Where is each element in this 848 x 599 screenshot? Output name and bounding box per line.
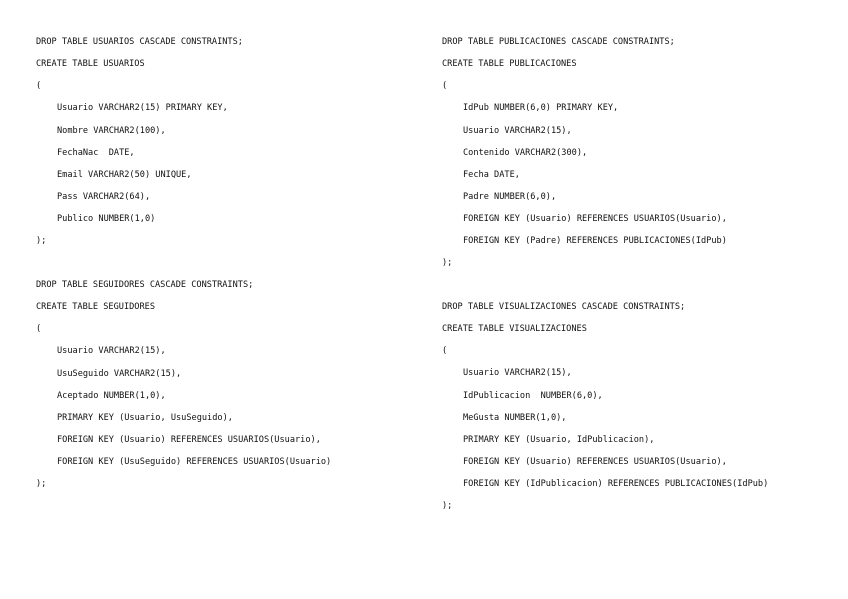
usuarios-table-block bbox=[36, 31, 436, 252]
open-paren: ( bbox=[36, 324, 42, 335]
field-line: FOREIGN KEY (UsuSeguido) REFERENCES USUARIOS(Usuario) bbox=[57, 457, 332, 468]
create-statement: CREATE TABLE PUBLICACIONES bbox=[442, 59, 577, 70]
field-line: Usuario VARCHAR2(15), bbox=[463, 125, 572, 136]
field-line: Aceptado NUMBER(1,0), bbox=[57, 390, 166, 401]
field-line: Pass VARCHAR2(64), bbox=[57, 191, 151, 202]
field-line: Padre NUMBER(6,0), bbox=[463, 191, 557, 202]
create-statement: CREATE TABLE VISUALIZACIONES bbox=[442, 324, 587, 335]
field-line: Usuario VARCHAR2(15) PRIMARY KEY, bbox=[57, 103, 228, 114]
drop-statement: DROP TABLE VISUALIZACIONES CASCADE CONSTRAINTS; bbox=[442, 302, 686, 312]
field-line: FOREIGN KEY (Usuario) REFERENCES USUARIOS(Usuario), bbox=[463, 456, 727, 467]
open-paren: ( bbox=[442, 346, 448, 357]
open-paren: ( bbox=[442, 81, 448, 92]
close-paren: ); bbox=[442, 258, 453, 269]
close-paren: ); bbox=[442, 501, 453, 512]
field-line: FechaNac DATE, bbox=[57, 147, 135, 158]
field-line: Nombre VARCHAR2(100), bbox=[57, 125, 166, 136]
close-paren: ); bbox=[36, 236, 47, 247]
field-line: PRIMARY KEY (Usuario, IdPublicacion), bbox=[463, 434, 655, 445]
field-line: PRIMARY KEY (Usuario, UsuSeguido), bbox=[57, 412, 233, 423]
field-line: UsuSeguido VARCHAR2(15), bbox=[57, 368, 182, 379]
create-statement: CREATE TABLE SEGUIDORES bbox=[36, 302, 155, 313]
field-line: Publico NUMBER(1,0) bbox=[57, 214, 156, 225]
drop-statement: DROP TABLE PUBLICACIONES CASCADE CONSTRAINTS; bbox=[442, 37, 675, 47]
field-line: FOREIGN KEY (Usuario) REFERENCES USUARIOS(Usuario), bbox=[57, 434, 321, 445]
publicaciones-table-block bbox=[442, 31, 842, 275]
seguidores-table-block bbox=[36, 274, 436, 495]
visualizaciones-table-block bbox=[442, 296, 842, 517]
field-line: IdPublicacion NUMBER(6,0), bbox=[463, 390, 603, 401]
close-paren: ); bbox=[36, 479, 47, 490]
field-line: FOREIGN KEY (IdPublicacion) REFERENCES PUBLICACIONES(IdPub) bbox=[463, 479, 769, 490]
field-line: FOREIGN KEY (Padre) REFERENCES PUBLICACIONES(IdPub) bbox=[463, 236, 727, 247]
open-paren: ( bbox=[36, 81, 42, 92]
field-line: Contenido VARCHAR2(300), bbox=[463, 147, 588, 158]
drop-statement: DROP TABLE USUARIOS CASCADE CONSTRAINTS; bbox=[36, 37, 243, 47]
field-line: Email VARCHAR2(50) UNIQUE, bbox=[57, 169, 192, 180]
field-line: FOREIGN KEY (Usuario) REFERENCES USUARIOS(Usuario), bbox=[463, 214, 727, 225]
field-line: Usuario VARCHAR2(15), bbox=[463, 368, 572, 379]
field-line: Fecha DATE, bbox=[463, 169, 520, 180]
field-line: IdPub NUMBER(6,0) PRIMARY KEY, bbox=[463, 103, 619, 114]
drop-statement: DROP TABLE SEGUIDORES CASCADE CONSTRAINTS; bbox=[36, 280, 254, 290]
field-line: Usuario VARCHAR2(15), bbox=[57, 346, 166, 357]
field-line: MeGusta NUMBER(1,0), bbox=[463, 412, 567, 423]
create-statement: CREATE TABLE USUARIOS bbox=[36, 59, 145, 70]
